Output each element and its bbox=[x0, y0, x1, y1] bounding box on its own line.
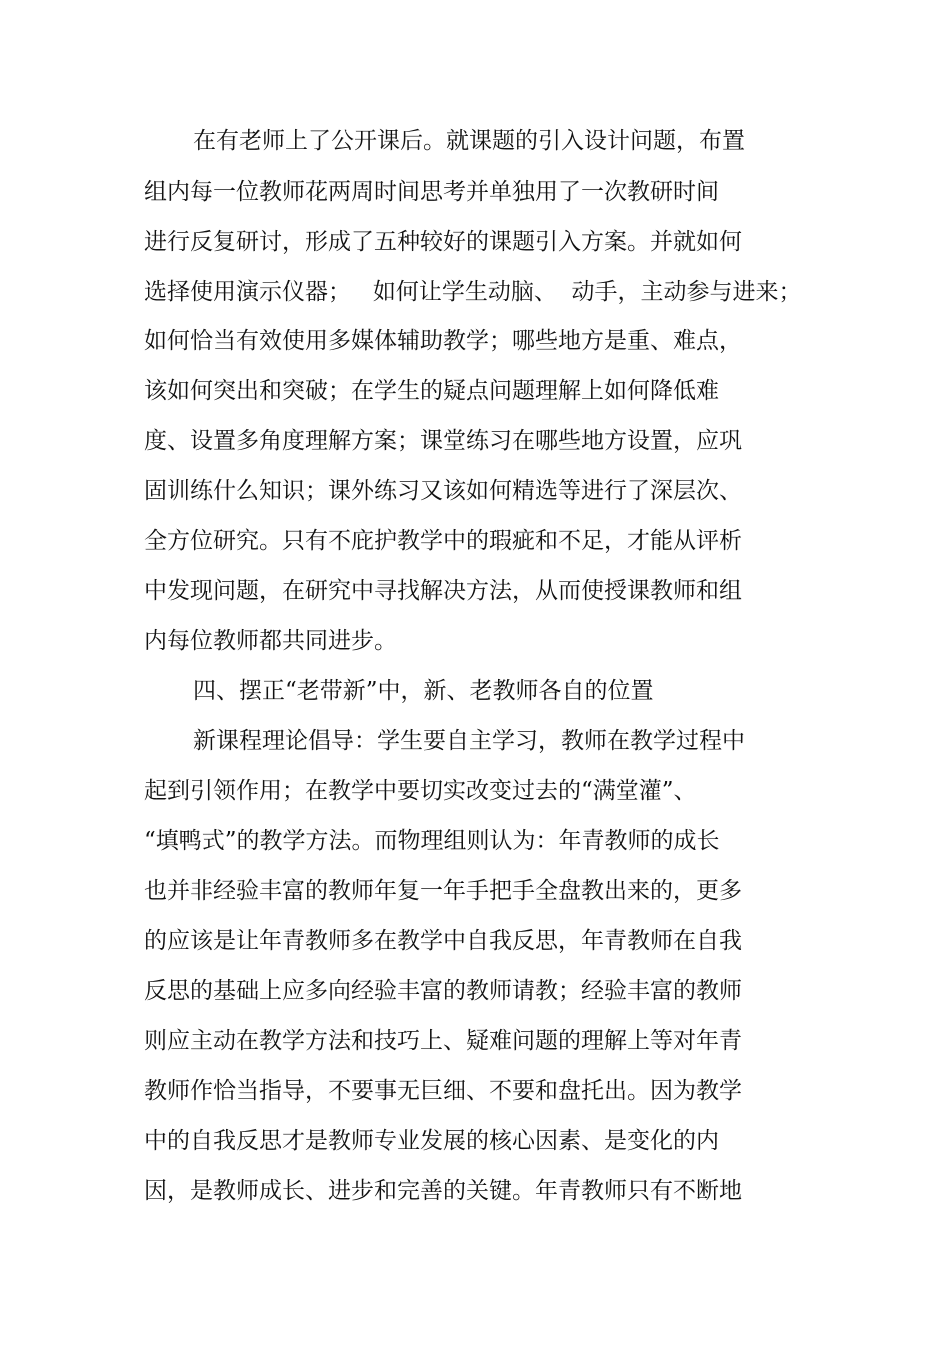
paragraph-line: 如何恰当有效使用多媒体辅助教学；哪些地方是重、难点， bbox=[144, 328, 742, 354]
paragraph-line: 教师作恰当指导，不要事无巨细、不要和盘托出。因为教学 bbox=[144, 1078, 742, 1104]
paragraph-line: 新课程理论倡导：学生要自主学习，教师在教学过程中 bbox=[193, 728, 745, 754]
paragraph-line: 选择使用演示仪器； 如何让学生动脑、 动手，主动参与进来； bbox=[144, 279, 802, 305]
paragraph-line: 因，是教师成长、进步和完善的关键。年青教师只有不断地 bbox=[144, 1178, 742, 1204]
section-heading: 四、摆正“老带新”中，新、老教师各自的位置 bbox=[193, 678, 654, 704]
paragraph-line: 则应主动在教学方法和技巧上、疑难问题的理解上等对年青 bbox=[144, 1028, 742, 1054]
paragraph-line: “填鸭式”的教学方法。而物理组则认为：年青教师的成长 bbox=[144, 828, 720, 854]
paragraph-line: 组内每一位教师花两周时间思考并单独用了一次教研时间 bbox=[144, 179, 719, 205]
paragraph-line: 起到引领作用；在教学中要切实改变过去的“满堂灌”、 bbox=[144, 778, 697, 804]
paragraph-line: 固训练什么知识；课外练习又该如何精选等进行了深层次、 bbox=[144, 478, 742, 504]
paragraph-line: 全方位研究。只有不庇护教学中的瑕疵和不足，才能从评析 bbox=[144, 528, 742, 554]
paragraph-line: 内每位教师都共同进步。 bbox=[144, 628, 397, 654]
paragraph-line: 在有老师上了公开课后。就课题的引入设计问题，布置 bbox=[193, 128, 745, 154]
paragraph-line: 中发现问题，在研究中寻找解决方法，从而使授课教师和组 bbox=[144, 578, 742, 604]
paragraph-line: 度、设置多角度理解方案；课堂练习在哪些地方设置，应巩 bbox=[144, 428, 742, 454]
paragraph-line: 反思的基础上应多向经验丰富的教师请教；经验丰富的教师 bbox=[144, 978, 742, 1004]
paragraph-line: 也并非经验丰富的教师年复一年手把手全盘教出来的，更多 bbox=[144, 878, 742, 904]
paragraph-line: 中的自我反思才是教师专业发展的核心因素、是变化的内 bbox=[144, 1128, 719, 1154]
paragraph-line: 进行反复研讨，形成了五种较好的课题引入方案。并就如何 bbox=[144, 229, 742, 255]
paragraph-line: 的应该是让年青教师多在教学中自我反思，年青教师在自我 bbox=[144, 928, 742, 954]
paragraph-line: 该如何突出和突破；在学生的疑点问题理解上如何降低难 bbox=[144, 378, 719, 404]
